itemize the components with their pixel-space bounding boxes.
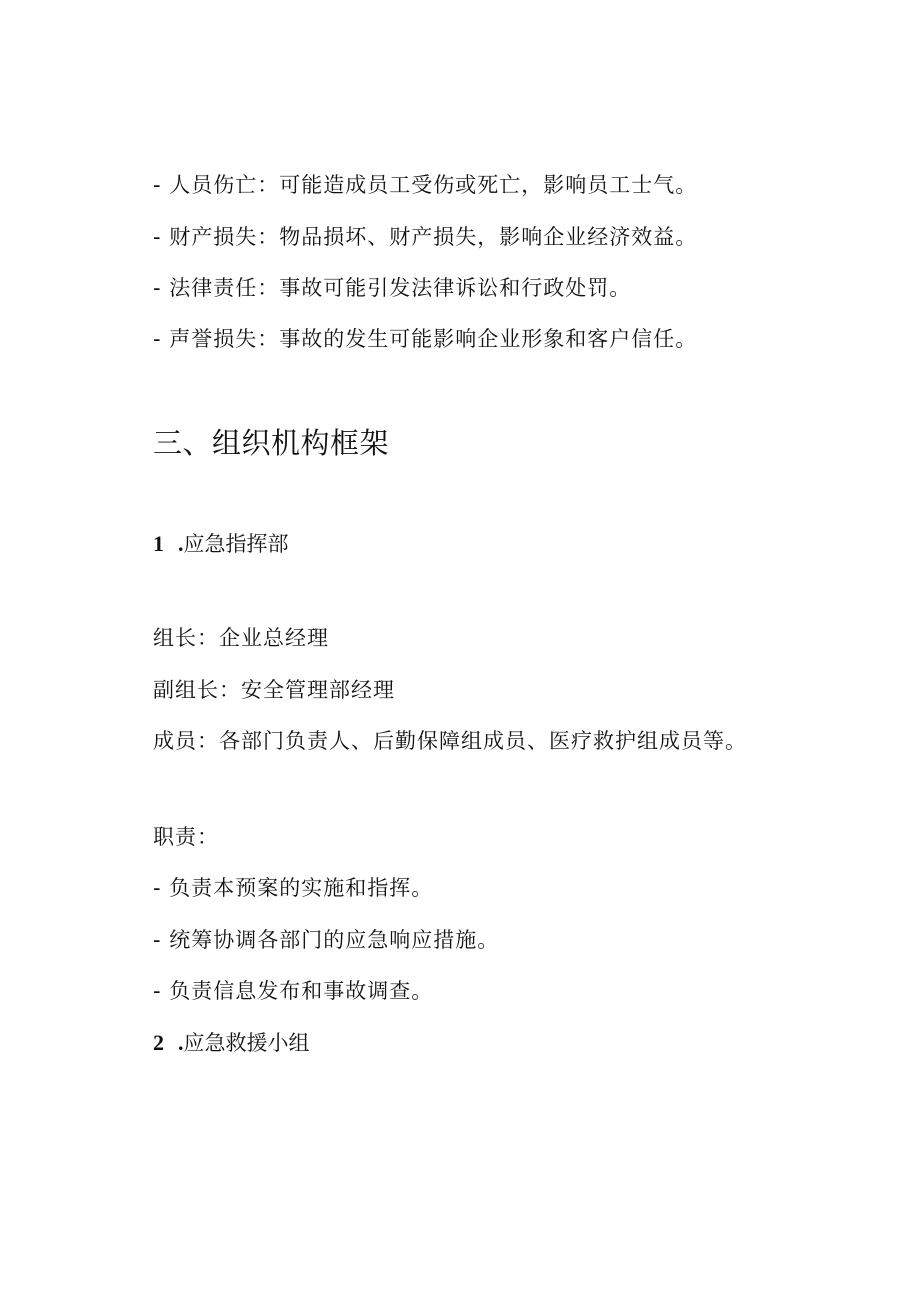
consequence-item: - 法律责任：事故可能引发法律诉讼和行政处罚。 xyxy=(153,276,632,300)
duty-item: - 负责信息发布和事故调查。 xyxy=(153,979,434,1003)
subsection-heading-1 xyxy=(153,530,289,558)
consequence-item: - 声誉损失：事故的发生可能影响企业形象和客户信任。 xyxy=(153,327,698,351)
duties-label: 职责： xyxy=(153,825,219,849)
member-line: 组长：企业总经理 xyxy=(153,626,329,650)
section-heading: 三、组织机构框架 xyxy=(153,426,390,460)
duty-item: - 负责本预案的实施和指挥。 xyxy=(153,876,434,900)
subsection-heading-2 xyxy=(153,1029,310,1057)
member-line: 成员：各部门负责人、后勤保障组成员、医疗救护组成员等。 xyxy=(153,729,747,753)
subsection-dot: . xyxy=(178,531,184,556)
subsection-number: 1 xyxy=(153,531,164,556)
subsection-number: 2 xyxy=(153,1030,164,1055)
duty-item: - 统筹协调各部门的应急响应措施。 xyxy=(153,928,500,952)
subsection-title: 应急救援小组 xyxy=(183,1031,310,1055)
member-line: 副组长：安全管理部经理 xyxy=(153,678,395,702)
subsection-title: 应急指挥部 xyxy=(183,532,289,556)
subsection-dot: . xyxy=(178,1030,184,1055)
consequence-item: - 人员伤亡：可能造成员工受伤或死亡，影响员工士气。 xyxy=(153,173,698,197)
consequence-item: - 财产损失：物品损坏、财产损失，影响企业经济效益。 xyxy=(153,225,698,249)
